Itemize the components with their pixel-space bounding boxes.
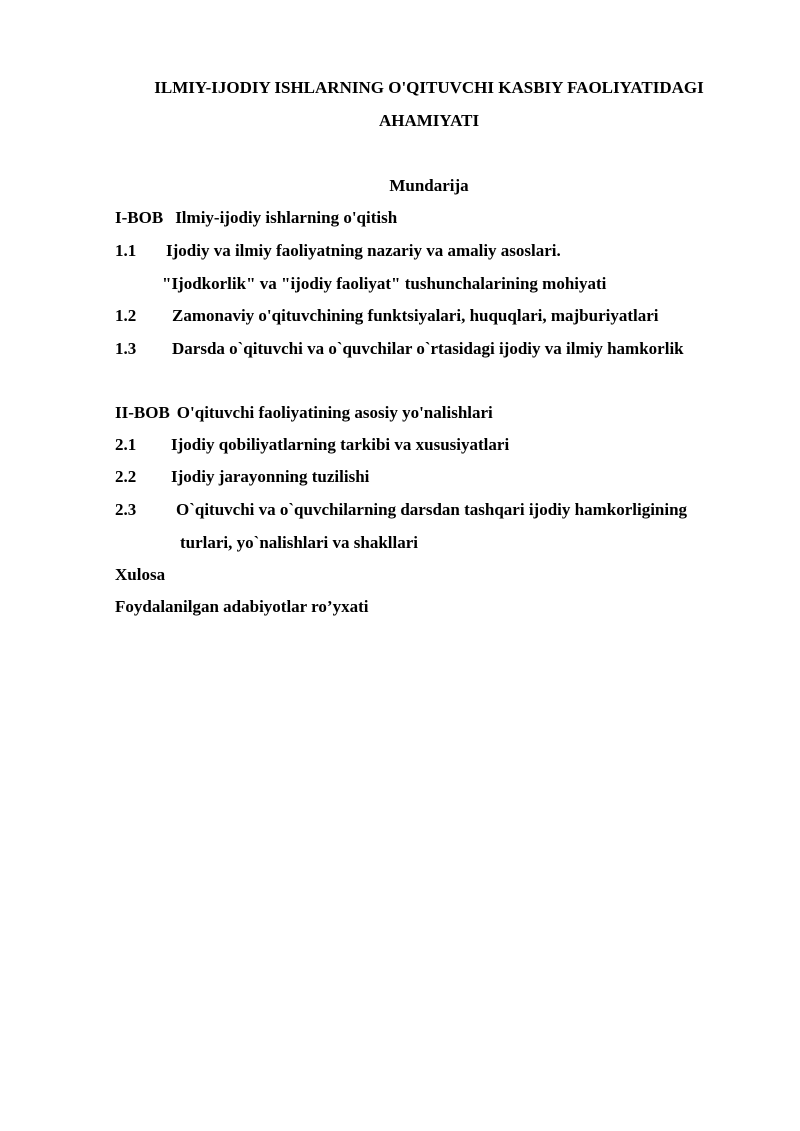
chapter-2-label: II-BOB (115, 403, 170, 422)
chapter-2-heading (115, 403, 493, 423)
document-title-line-2: AHAMIYATI (378, 111, 480, 130)
document-title-line-1: ILMIY-IJODIY ISHLARNING O'QITUVCHI KASBIY FAOLIYATIDAGI (154, 78, 704, 97)
toc-item-text: O`qituvchi va o`quvchilarning darsdan tashqari ijodiy hamkorligining (176, 500, 688, 519)
toc-item-text: Zamonaviy o'qituvchining funktsiyalari, huquqlari, majburiyatlari (172, 306, 659, 325)
toc-conclusion: Xulosa (115, 565, 166, 584)
toc-references: Foydalanilgan adabiyotlar ro’yxati (115, 597, 369, 616)
toc-item-number: 2.1 (115, 435, 137, 454)
toc-item-text: Ijodiy qobiliyatlarning tarkibi va xususiyatlari (171, 435, 510, 454)
toc-item-number: 1.1 (115, 241, 137, 260)
toc-item-text: Ijodiy jarayonning tuzilishi (171, 467, 370, 486)
toc-heading: Mundarija (389, 176, 469, 195)
toc-item-text: Darsda o`qituvchi va o`quvchilar o`rtasidagi ijodiy va ilmiy hamkorlik (172, 339, 684, 358)
toc-item-1-1-continuation: "Ijodkorlik" va "ijodiy faoliyat" tushunchalarining mohiyati (162, 274, 607, 293)
chapter-1-label: I-BOB (115, 208, 164, 227)
toc-item-2-3-continuation: turlari, yo`nalishlari va shakllari (180, 533, 419, 552)
chapter-1-heading (115, 208, 397, 228)
toc-item-number: 1.3 (115, 339, 137, 358)
toc-item-number: 2.2 (115, 467, 137, 486)
chapter-1-title: Ilmiy-ijodiy ishlarning o'qitish (175, 208, 398, 227)
toc-item-text: Ijodiy va ilmiy faoliyatning nazariy va amaliy asoslari. (166, 241, 561, 260)
toc-item-number: 1.2 (115, 306, 137, 325)
chapter-2-title: O'qituvchi faoliyatining asosiy yo'nalishlari (176, 403, 493, 422)
toc-item-number: 2.3 (115, 500, 137, 519)
